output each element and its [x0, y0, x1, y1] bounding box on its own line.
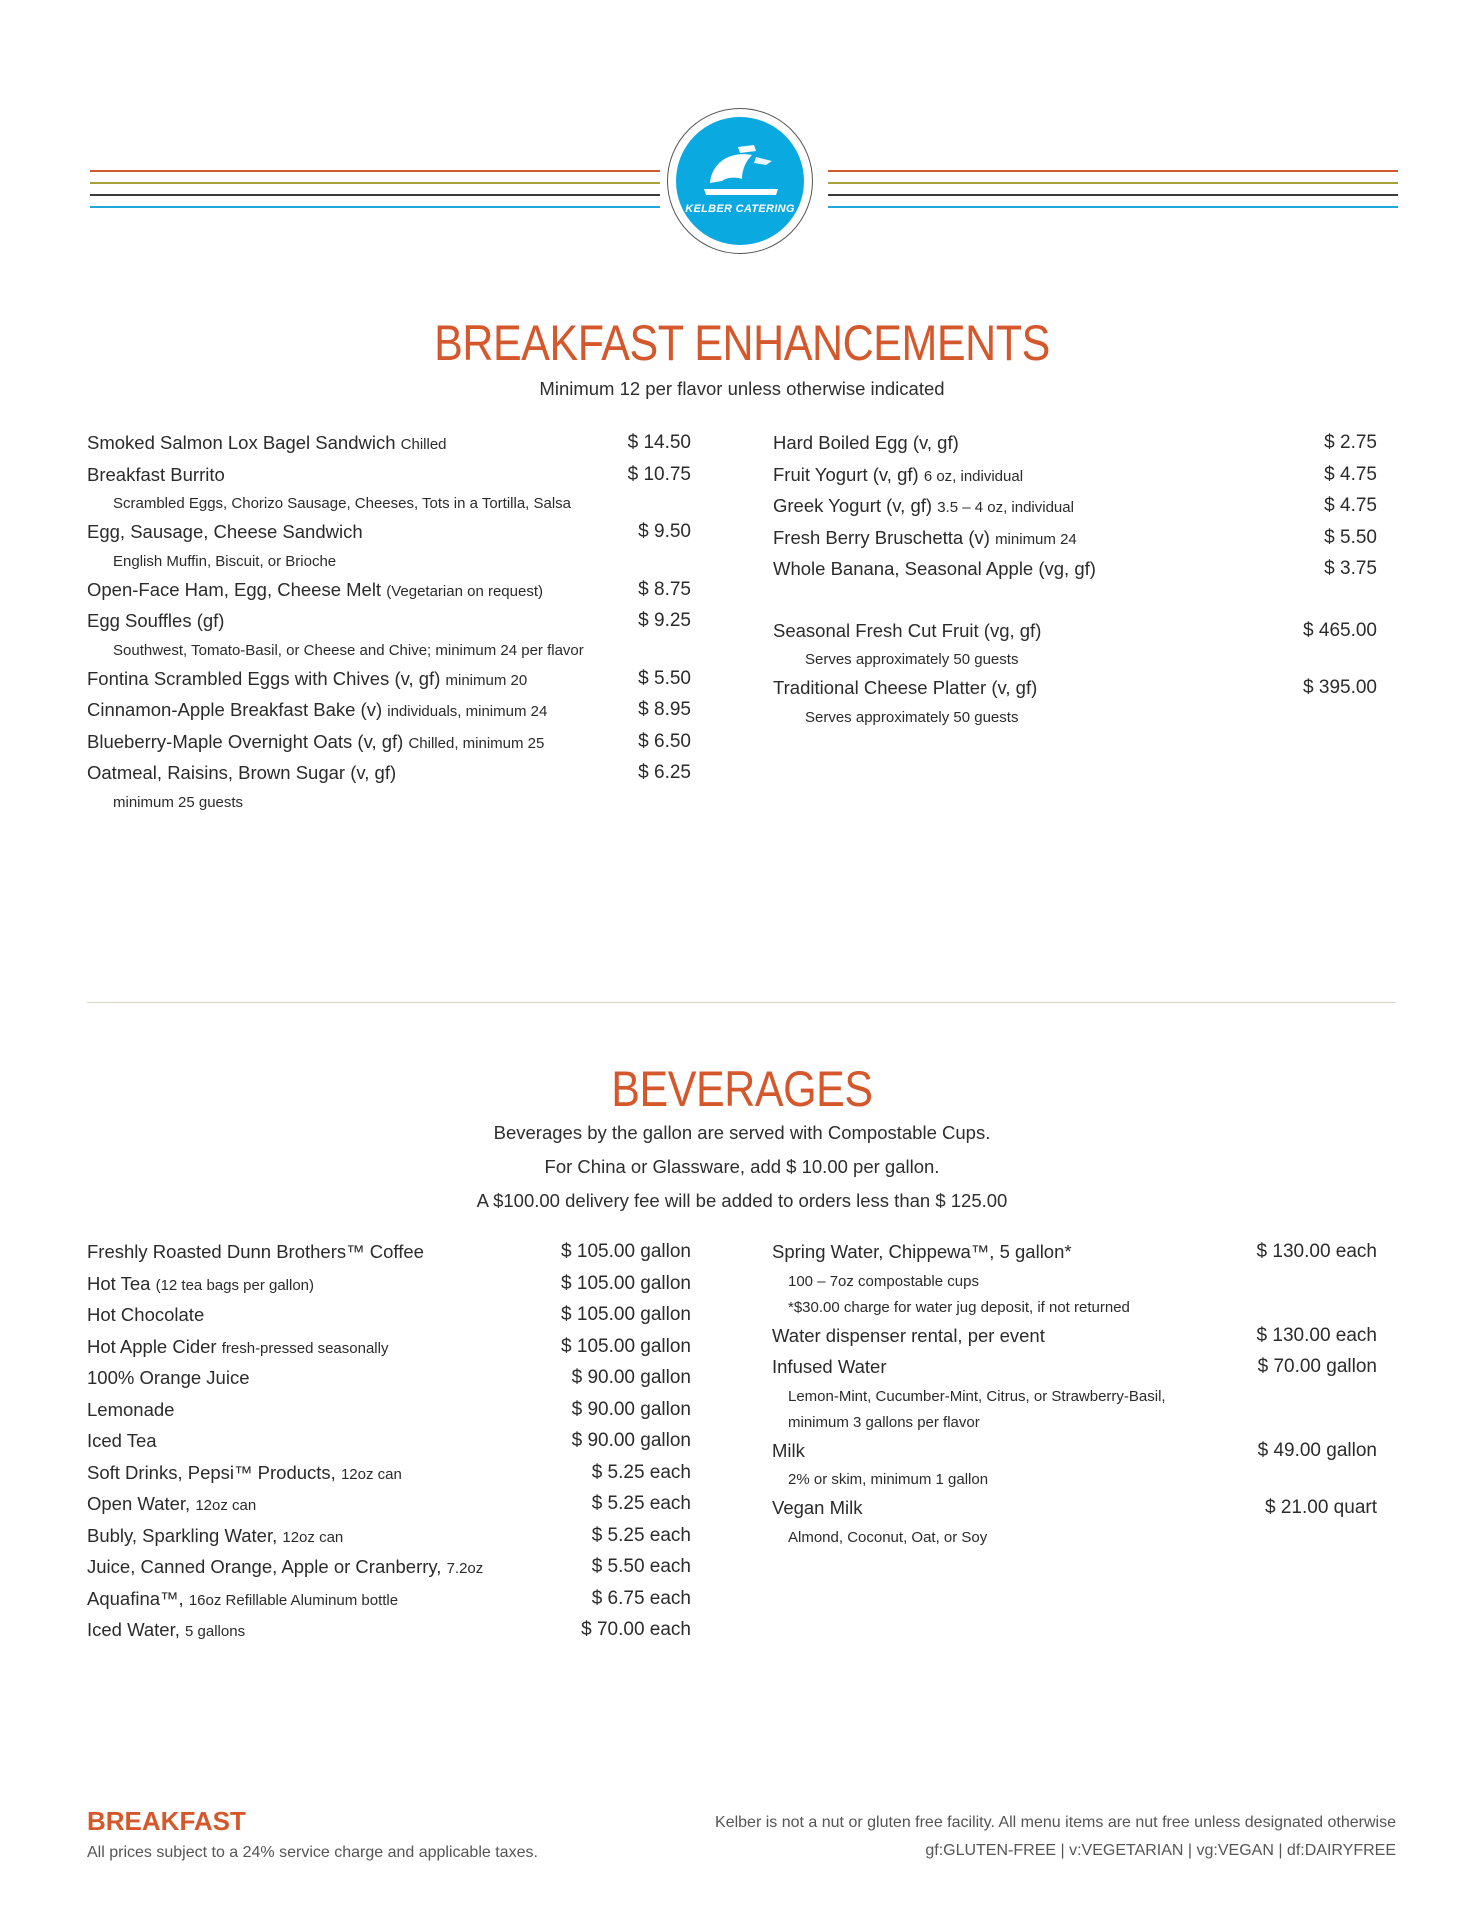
item-name [87, 610, 224, 632]
item-title: Iced Tea [87, 1430, 157, 1451]
item-name [773, 527, 1077, 549]
item-note: (12 tea bags per gallon) [155, 1276, 315, 1294]
item-title: Egg Souffles (gf) [87, 610, 225, 631]
item-title: Milk [772, 1439, 805, 1461]
menu-item [87, 1399, 691, 1431]
item-title: Greek Yogurt (v, gf) [773, 495, 933, 516]
item-price: $ 70.00 each [581, 1619, 691, 1640]
item-name [87, 1430, 157, 1452]
item-title: Hard Boiled Egg (v, gf) [773, 432, 959, 453]
item-note: Chilled, minimum 25 [408, 734, 545, 752]
item-note: fresh-pressed seasonally [221, 1339, 389, 1357]
item-title: Lemonade [87, 1398, 175, 1420]
item-title: Blueberry-Maple Overnight Oats (v, gf) [87, 730, 404, 752]
beverages-title: BEVERAGES [611, 1061, 873, 1117]
item-note: 12oz can [195, 1497, 257, 1514]
item-name [772, 1440, 805, 1462]
item-name [87, 1556, 483, 1578]
item-name [87, 1273, 314, 1295]
item-price: $ 90.00 gallon [571, 1398, 691, 1420]
item-title: Egg, Sausage, Cheese Sandwich [87, 521, 363, 542]
item-price: $ 21.00 quart [1265, 1497, 1377, 1518]
beverages-note-3: A $100.00 delivery fee will be added to orders less than $ 125.00 [476, 1190, 1008, 1211]
footer-legend: gf:GLUTEN-FREE | v:VEGETARIAN | vg:VEGAN | df:DAIRYFREE [925, 1842, 1396, 1859]
item-note: 7.2oz [446, 1560, 484, 1577]
item-price: $ 5.50 [638, 667, 691, 689]
item-name [87, 432, 447, 454]
item-name [87, 1588, 398, 1610]
item-price: $ 105.00 gallon [561, 1272, 691, 1294]
item-name [87, 521, 363, 543]
item-name [772, 1497, 863, 1519]
beverages-note-2: For China or Glassware, add $ 10.00 per gallon. [544, 1156, 940, 1177]
menu-item [87, 1241, 691, 1273]
item-description: minimum 25 guests [113, 793, 244, 811]
item-title: Fontina Scrambled Eggs with Chives (v, gf) [87, 667, 441, 689]
menu-item [773, 558, 1377, 590]
item-description: Scrambled Eggs, Chorizo Sausage, Cheeses, Tots in a Tortilla, Salsa [113, 495, 572, 512]
menu-item [87, 1556, 691, 1588]
item-title: 100% Orange Juice [87, 1367, 250, 1388]
item-name [87, 1367, 250, 1389]
item-name [87, 1304, 204, 1326]
catering-cloche-icon [676, 117, 804, 245]
item-name [773, 495, 1074, 517]
item-price: $ 6.50 [638, 730, 691, 752]
item-price: $ 130.00 each [1256, 1241, 1377, 1262]
item-name [87, 1462, 402, 1484]
menu-item [773, 527, 1377, 559]
item-price: $ 105.00 gallon [561, 1304, 691, 1325]
item-title: Juice, Canned Orange, Apple or Cranberry, [87, 1556, 442, 1577]
item-price: $ 8.95 [638, 699, 691, 720]
item-price: $ 10.75 [627, 463, 691, 485]
menu-item [87, 1588, 691, 1620]
item-price: $ 6.25 [638, 762, 691, 783]
menu-item [87, 432, 691, 464]
spacer [773, 590, 1377, 620]
item-price: $ 395.00 [1303, 677, 1377, 698]
item-title: Fruit Yogurt (v, gf) [773, 463, 919, 485]
item-note: minimum 24 [995, 530, 1077, 548]
beverages-note-1: Beverages by the gallon are served with Compostable Cups. [493, 1122, 991, 1143]
item-description: English Muffin, Biscuit, or Brioche [113, 552, 337, 570]
item-description: 100 – 7oz compostable cups [788, 1272, 979, 1290]
breakfast-title: BREAKFAST ENHANCEMENTS [434, 315, 1050, 371]
menu-item [87, 731, 691, 763]
item-description: 2% or skim, minimum 1 gallon [788, 1471, 989, 1488]
item-title: Spring Water, Chippewa™, 5 gallon* [772, 1241, 1072, 1262]
footer-title: BREAKFAST [87, 1806, 246, 1836]
menu-item [87, 1493, 691, 1525]
item-price: $ 130.00 each [1256, 1324, 1377, 1346]
menu-item [87, 1525, 691, 1557]
menu-item [772, 1241, 1377, 1273]
item-name [87, 731, 544, 753]
item-description: minimum 3 gallons per flavor [788, 1413, 980, 1431]
logo-text: KELBER CATERING [685, 203, 795, 215]
item-title: Traditional Cheese Platter (v, gf) [773, 677, 1038, 698]
item-price: $ 90.00 gallon [571, 1367, 691, 1388]
item-name [87, 1493, 256, 1515]
item-description: Serves approximately 50 guests [805, 651, 1019, 668]
menu-item [87, 610, 691, 642]
item-title: Open-Face Ham, Egg, Cheese Melt [87, 578, 382, 600]
item-name [87, 1525, 343, 1547]
item-title: Seasonal Fresh Cut Fruit (vg, gf) [773, 619, 1042, 641]
menu-item [87, 1619, 691, 1651]
item-price: $ 3.75 [1324, 558, 1377, 579]
section-divider [87, 1002, 1396, 1003]
item-title: Vegan Milk [772, 1497, 863, 1518]
item-note: 12oz can [340, 1465, 402, 1483]
item-name [772, 1356, 886, 1378]
item-note: individuals, minimum 24 [387, 703, 548, 720]
menu-item [773, 677, 1377, 709]
item-price: $ 9.50 [638, 521, 691, 542]
item-price: $ 8.75 [638, 578, 691, 600]
decorative-stripes-right [828, 170, 1398, 214]
item-price: $ 5.50 [1324, 526, 1377, 548]
item-note: minimum 20 [445, 671, 528, 689]
footer-disclaimer: Kelber is not a nut or gluten free facility. All menu items are nut free unless designated otherwise [715, 1814, 1396, 1831]
menu-item [87, 1273, 691, 1305]
item-title: Infused Water [772, 1356, 887, 1377]
item-price: $ 4.75 [1324, 495, 1377, 516]
item-name [87, 1241, 424, 1263]
item-note: 6 oz, individual [923, 467, 1024, 485]
item-title: Soft Drinks, Pepsi™ Products, [87, 1461, 336, 1483]
item-title: Hot Tea [87, 1272, 151, 1294]
menu-item [772, 1497, 1377, 1529]
item-title: Water dispenser rental, per event [772, 1324, 1045, 1346]
item-title: Iced Water, [87, 1619, 180, 1640]
item-title: Oatmeal, Raisins, Brown Sugar (v, gf) [87, 762, 397, 783]
menu-item [87, 699, 691, 731]
item-price: $ 49.00 gallon [1257, 1439, 1377, 1461]
menu-item [87, 1367, 691, 1399]
breakfast-left-column [87, 432, 691, 820]
item-price: $ 70.00 gallon [1257, 1356, 1377, 1377]
item-name [87, 579, 543, 601]
item-price: $ 105.00 gallon [561, 1241, 691, 1262]
item-note: 16oz Refillable Aluminum bottle [188, 1591, 399, 1609]
item-description: Southwest, Tomato-Basil, or Cheese and Chive; minimum 24 per flavor [113, 641, 584, 659]
item-title: Smoked Salmon Lox Bagel Sandwich [87, 432, 396, 453]
item-title: Freshly Roasted Dunn Brothers™ Coffee [87, 1241, 424, 1262]
item-title: Breakfast Burrito [87, 463, 225, 485]
item-title: Bubly, Sparkling Water, [87, 1524, 278, 1546]
menu-item [87, 1336, 691, 1368]
menu-item [87, 1462, 691, 1494]
breakfast-subtitle: Minimum 12 per flavor unless otherwise indicated [539, 378, 945, 399]
menu-item [773, 620, 1377, 652]
item-note: 5 gallons [185, 1623, 246, 1640]
item-note: 3.5 – 4 oz, individual [937, 499, 1074, 516]
menu-item [87, 464, 691, 496]
item-note: Chilled [400, 436, 447, 453]
item-name [87, 464, 225, 486]
item-name [772, 1241, 1072, 1263]
footer-service-note: All prices subject to a 24% service charge and applicable taxes. [87, 1844, 538, 1861]
item-name [87, 699, 547, 721]
item-name [773, 620, 1041, 642]
item-title: Fresh Berry Bruschetta (v) [773, 526, 990, 548]
menu-item [87, 668, 691, 700]
item-price: $ 5.25 each [591, 1493, 691, 1514]
item-note: (Vegetarian on request) [386, 582, 543, 600]
item-name [773, 432, 959, 454]
item-title: Aquafina™, [87, 1587, 184, 1609]
menu-item [773, 495, 1377, 527]
menu-item [772, 1440, 1377, 1472]
menu-item [772, 1356, 1377, 1388]
platters-group [773, 620, 1377, 735]
item-name [87, 1399, 174, 1421]
item-description: Lemon-Mint, Cucumber-Mint, Citrus, or Strawberry-Basil, [788, 1387, 1166, 1405]
beverages-right-column [772, 1241, 1377, 1555]
item-name [87, 668, 527, 690]
breakfast-right-column [773, 432, 1377, 735]
header [0, 108, 1484, 260]
kelber-catering-logo [676, 117, 804, 245]
item-name [87, 1336, 388, 1358]
item-price: $ 14.50 [627, 432, 691, 453]
item-title: Hot Apple Cider [87, 1335, 217, 1357]
item-price: $ 9.25 [638, 610, 691, 631]
item-name [87, 762, 396, 784]
item-price: $ 465.00 [1303, 619, 1377, 641]
decorative-stripes-left [90, 170, 660, 214]
item-name [773, 677, 1037, 699]
menu-item [87, 579, 691, 611]
item-title: Whole Banana, Seasonal Apple (vg, gf) [773, 558, 1096, 579]
item-name [87, 1619, 245, 1641]
item-title: Cinnamon-Apple Breakfast Bake (v) [87, 699, 383, 720]
item-price: $ 5.25 each [591, 1461, 691, 1483]
menu-item [87, 521, 691, 553]
item-price: $ 6.75 each [591, 1587, 691, 1609]
item-price: $ 90.00 gallon [571, 1430, 691, 1451]
item-price: $ 4.75 [1324, 463, 1377, 485]
menu-item [772, 1325, 1377, 1357]
menu-item [773, 432, 1377, 464]
item-title: Hot Chocolate [87, 1304, 205, 1325]
menu-item [87, 762, 691, 794]
item-description: *$30.00 charge for water jug deposit, if not returned [788, 1298, 1130, 1316]
menu-item [87, 1430, 691, 1462]
item-price: $ 5.50 each [591, 1556, 691, 1577]
item-name [772, 1325, 1045, 1347]
item-title: Open Water, [87, 1493, 191, 1514]
item-description: Almond, Coconut, Oat, or Soy [788, 1528, 988, 1546]
menu-item [87, 1304, 691, 1336]
beverages-left-column [87, 1241, 691, 1651]
item-price: $ 105.00 gallon [561, 1335, 691, 1357]
item-description: Serves approximately 50 guests [805, 708, 1019, 726]
item-note: 12oz can [282, 1528, 344, 1546]
item-name [773, 464, 1023, 486]
item-price: $ 5.25 each [591, 1524, 691, 1546]
item-price: $ 2.75 [1324, 432, 1377, 453]
menu-item [773, 464, 1377, 496]
item-name [773, 558, 1096, 580]
